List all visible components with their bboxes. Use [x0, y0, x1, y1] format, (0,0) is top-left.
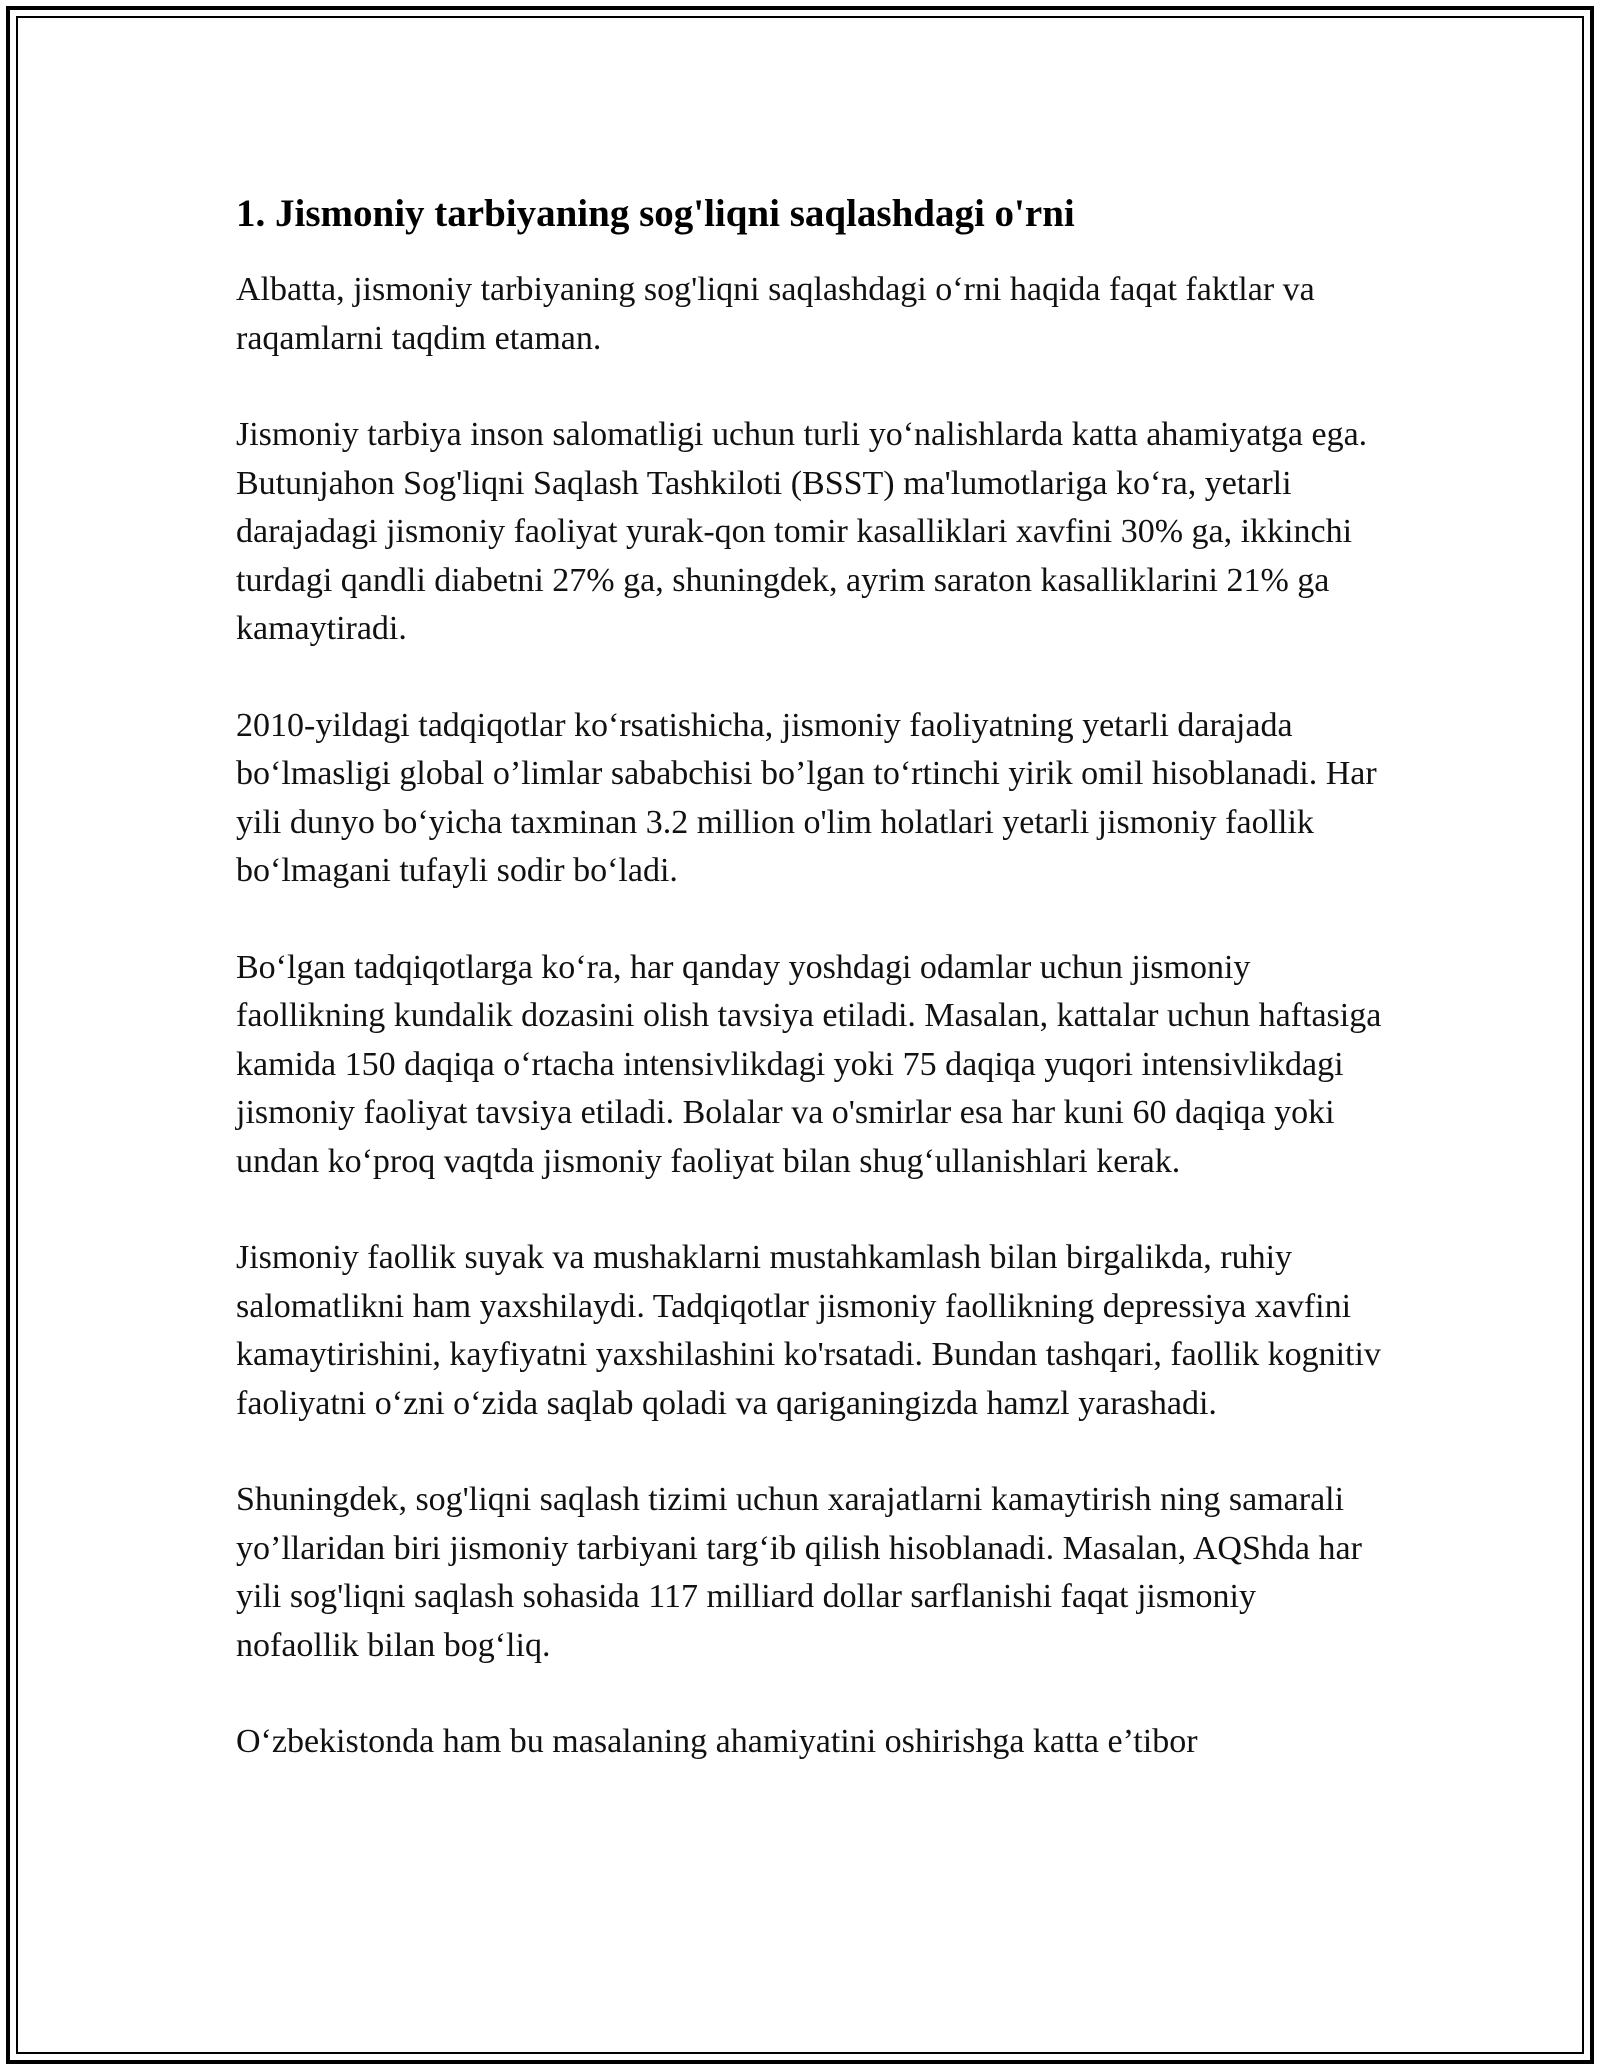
paragraph-healthcare-costs: Shuningdek, sog'liqni saqlash tizimi uchun xarajatlarni kamaytirish ning samarali yo’llaridan biri jismoniy tarbiyani targ‘ib qilish hisoblanadi. Masalan, AQShda har yili sog'liqni saqlash sohasida 117 milliard dollar sarflanishi faqat jismoniy nofaollik bilan bog‘liq.: [236, 1481, 1362, 1664]
paragraph-recommendations: Bo‘lgan tadqiqotlarga ko‘ra, har qanday yoshdagi odamlar uchun jismoniy faollikning kundalik dozasini olish tavsiya etiladi. Masalan, kattalar uchun haftasiga kamida 150 daqiqa o‘rtacha intensivlikdagi yoki 75 daqiqa yuqori intensivlikdagi jismoniy faoliyat tavsiya etiladi. Bolalar va o'smirlar esa har kuni 60 daqiqa yoki undan ko‘proq vaqtda jismoniy faoliyat bilan shug‘ullanishlari kerak.: [236, 948, 1382, 1180]
paragraph-who-statistics: Jismoniy tarbiya inson salomatligi uchun turli yo‘nalishlarda katta ahamiyatga ega. Butunjahon Sog'liqni Saqlash Tashkiloti (BSST) ma'lumotlariga ko‘ra, yetarli darajadagi jismoniy faoliyat yurak-qon tomir kasalliklari xavfini 30% ga, ikkinchi turdagi qandli diabetni 27% ga, shuningdek, ayrim saraton kasalliklarini 21% ga kamaytiradi.: [236, 416, 1368, 647]
document-body: [236, 186, 1386, 1815]
paragraph-mental-health: Jismoniy faollik suyak va mushaklarni mustahkamlash bilan birgalikda, ruhiy salomatlikni ham yaxshilaydi. Tadqiqotlar jismoniy faollikning depressiya xavfini kamaytirishini, kayfiyatni yaxshilashini ko'rsatadi. Bundan tashqari, faollik kognitiv faoliyatni o‘zni o‘zida saqlab qoladi va qariganingizda hamzl yarashadi.: [236, 1239, 1381, 1422]
paragraph-intro: Albatta, jismoniy tarbiyaning sog'liqni saqlashdagi o‘rni haqida faqat faktlar va raqamlarni taqdim etaman.: [236, 271, 1315, 357]
paragraph-uzbekistan: O‘zbekistonda ham bu masalaning ahamiyatini oshirishga katta e’tibor: [236, 1723, 1198, 1760]
paragraph-mortality-2010: 2010-yildagi tadqiqotlar ko‘rsatishicha, jismoniy faoliyatning yetarli darajada bo‘lmasligi global o’limlar sababchisi bo’lgan to‘rtinchi yirik omil hisoblanadi. Har yili dunyo bo‘yicha taxminan 3.2 million o'lim holatlari yetarli jismoniy faollik bo‘lmagani tufayli sodir bo‘ladi.: [236, 706, 1377, 889]
section-heading: 1. Jismoniy tarbiyaning sog'liqni saqlashdagi o'rni: [236, 192, 1075, 235]
